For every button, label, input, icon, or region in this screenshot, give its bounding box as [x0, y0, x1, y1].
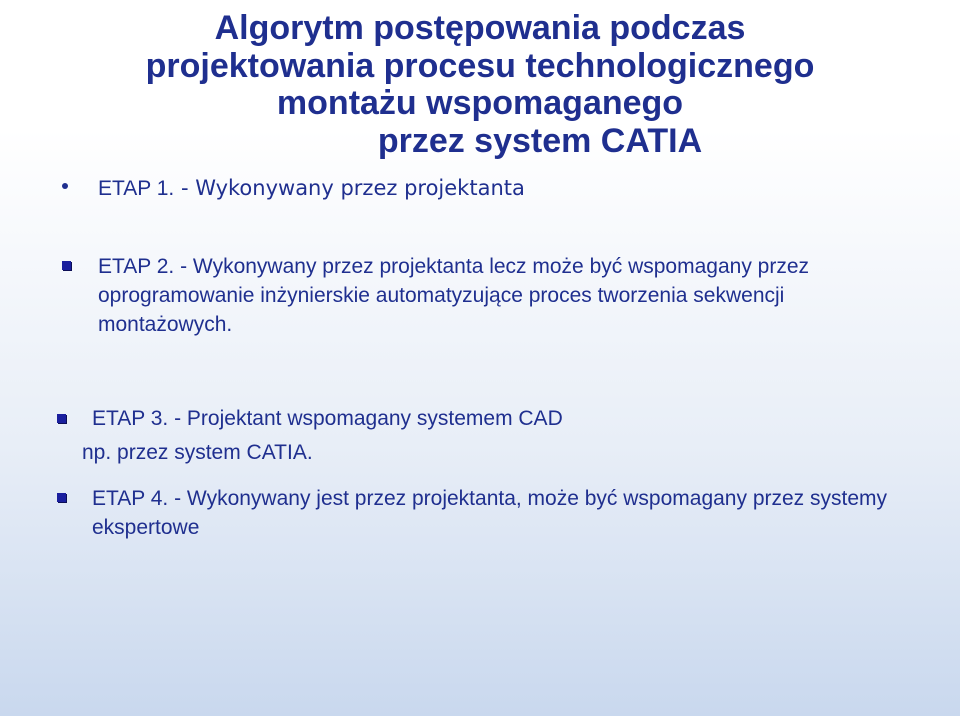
title-line-2: projektowania procesu technologicznego: [145, 46, 815, 85]
etap-1-description: - Wykonywany przez projektanta: [174, 176, 525, 200]
etap-2-label: ETAP 2.: [98, 255, 175, 278]
bullet-etap-2-text: [98, 252, 898, 339]
bullet-etap-1-text: [98, 175, 525, 202]
etap-3-example: np. przez system CATIA.: [82, 441, 313, 464]
etap-3-description: - Projektant wspomagany systemem CAD: [168, 407, 563, 430]
bullet-etap-4-text: [92, 484, 892, 542]
etap-4-description: - Wykonywany jest przez projektanta, może być wspomagany przez systemy ekspertowe: [92, 487, 888, 539]
etap-2-description: - Wykonywany przez projektanta lecz może być wspomagany przez oprogramowanie inżynierskie automatyzujące proces tworzenia sekwencji montażowych.: [98, 255, 810, 336]
etap-1-label: ETAP 1.: [98, 177, 175, 200]
title-line-4: przez system CATIA: [377, 121, 703, 160]
round-bullet-icon: [62, 183, 68, 189]
title-line-3: montażu wspomaganego: [276, 84, 684, 122]
etap-4-label: ETAP 4.: [92, 487, 169, 510]
square-bullet-icon: [62, 261, 71, 270]
square-bullet-icon: [57, 414, 66, 423]
square-bullet-icon: [57, 493, 66, 502]
title-line-1: Algorytm postępowania podczas: [214, 9, 746, 47]
slide-title: [0, 10, 960, 160]
etap-3-label: ETAP 3.: [92, 407, 169, 430]
bullet-etap-3-text: [92, 402, 563, 436]
